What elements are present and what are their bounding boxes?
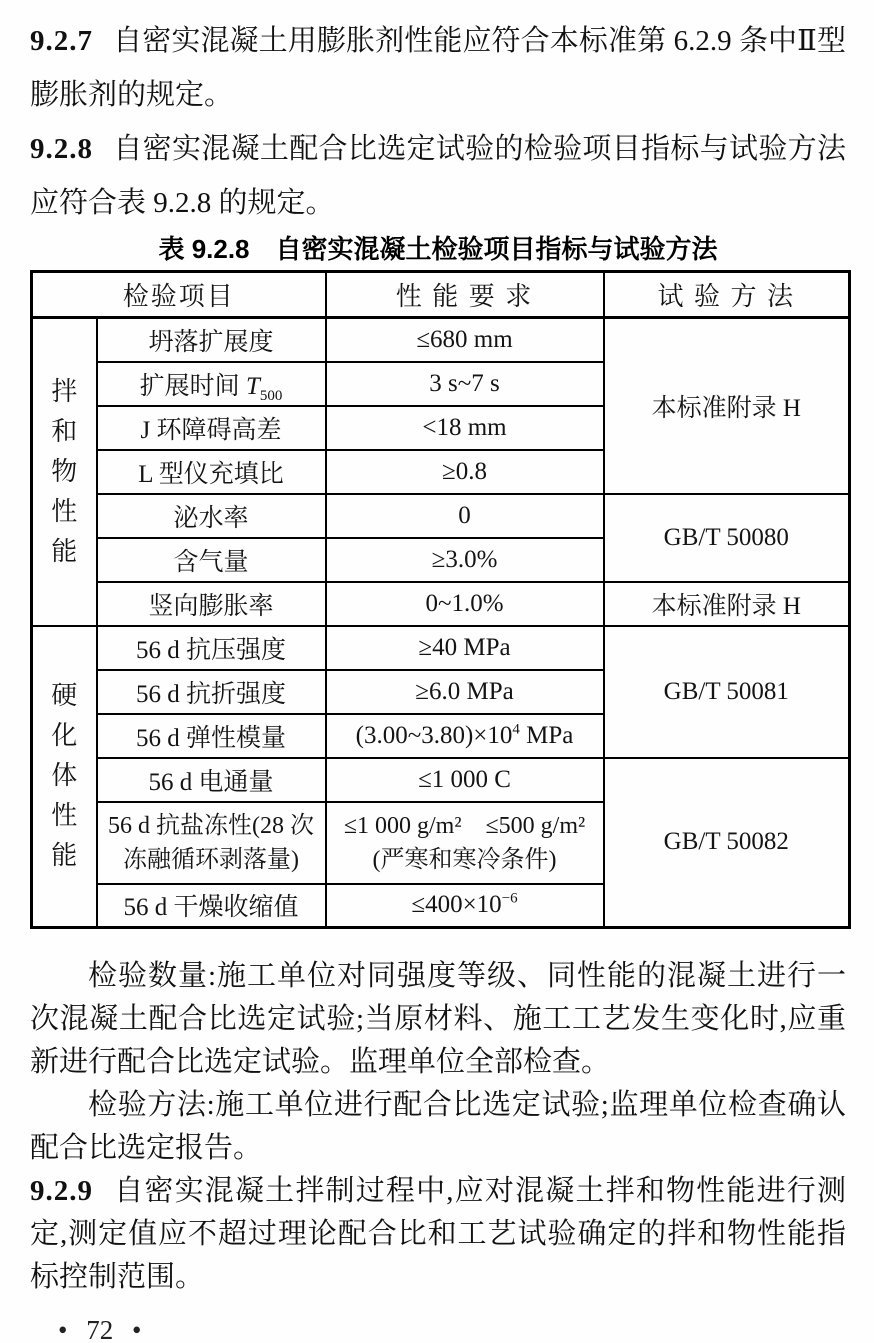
cell-item: 56 d 抗折强度	[97, 670, 326, 714]
para-inspection-method: 检验方法:施工单位进行配合比选定试验;监理单位检查确认配合比选定报告。	[30, 1089, 846, 1164]
group-label-hardened: 硬化体性能	[51, 681, 78, 871]
section-9-2-9-text: 自密实混凝土拌制过程中,应对混凝土拌和物性能进行测定,测定值应不超过理论配合比和工艺试验确定的拌和物性能指标控制范围。	[30, 1175, 846, 1293]
cell-requirement: ≤680 mm	[326, 318, 604, 362]
table-row	[32, 494, 850, 538]
table-row	[32, 758, 850, 802]
cell-item-variable: T	[245, 372, 260, 400]
cell-requirement: ≥3.0%	[326, 538, 604, 582]
cell-requirement-base: ≤400×10	[411, 891, 502, 919]
cell-requirement: 0	[326, 494, 604, 538]
cell-item: 56 d 弹性模量	[97, 714, 326, 758]
cell-requirement: 3 s~7 s	[326, 362, 604, 406]
cell-requirement	[326, 884, 604, 928]
section-9-2-9	[30, 1170, 846, 1299]
group-label-fresh-mix: 拌和物性能	[51, 376, 78, 566]
cell-requirement-superscript: −6	[501, 890, 518, 907]
cell-requirement: 0~1.0%	[326, 582, 604, 626]
cell-requirement-superscript: 4	[512, 721, 520, 738]
cell-item-text: 扩展时间	[139, 372, 246, 400]
cell-item: 56 d 抗压强度	[97, 626, 326, 670]
cell-item: J 环障碍高差	[97, 406, 326, 450]
cell-requirement: <18 mm	[326, 406, 604, 450]
cell-item	[97, 362, 326, 406]
section-9-2-8	[30, 122, 846, 230]
section-9-2-7	[30, 14, 846, 122]
cell-requirement-base: (3.00~3.80)×10	[355, 721, 513, 749]
group-cell-hardened	[32, 626, 97, 928]
cell-item: 含气量	[97, 538, 326, 582]
cell-item: 竖向膨胀率	[97, 582, 326, 626]
cell-item: 56 d 电通量	[97, 758, 326, 802]
cell-item-line1: 56 d 抗盐冻性(28 次	[108, 812, 314, 839]
cell-requirement-tail: MPa	[519, 721, 574, 749]
cell-item: 泌水率	[97, 494, 326, 538]
cell-requirement-line1: ≤1 000 g/m² ≤500 g/m²	[343, 812, 586, 839]
cell-method: GB/T 50082	[604, 758, 850, 928]
table-title: 表 9.2.8 自密实混凝土检验项目指标与试验方法	[158, 234, 718, 264]
para-inspection-quantity: 检验数量:施工单位对同强度等级、同性能的混凝土进行一次混凝土配合比选定试验;当原材料、施工工艺发生变化时,应重新进行配合比选定试验。监理单位全部检查。	[30, 960, 846, 1078]
section-9-2-7-text: 自密实混凝土用膨胀剂性能应符合本标准第 6.2.9 条中Ⅱ型膨胀剂的规定。	[30, 25, 846, 111]
group-cell-fresh-mix	[32, 318, 97, 626]
cell-item	[97, 802, 326, 884]
cell-requirement	[326, 714, 604, 758]
cell-item: 56 d 干燥收缩值	[97, 884, 326, 928]
section-9-2-8-text: 自密实混凝土配合比选定试验的检验项目指标与试验方法应符合表 9.2.8 的规定。	[30, 133, 846, 219]
page-number: • 72 •	[58, 1315, 142, 1343]
table-row	[32, 582, 850, 626]
cell-requirement: ≥40 MPa	[326, 626, 604, 670]
table-row	[32, 318, 850, 362]
section-9-2-7-number: 9.2.7	[30, 25, 93, 57]
cell-requirement	[326, 802, 604, 884]
cell-requirement: ≥0.8	[326, 450, 604, 494]
cell-method: GB/T 50081	[604, 626, 850, 758]
section-9-2-9-number: 9.2.9	[30, 1175, 93, 1207]
spec-table	[30, 270, 851, 929]
spacer	[30, 929, 846, 955]
cell-requirement: ≤1 000 C	[326, 758, 604, 802]
cell-item-subscript: 500	[259, 387, 283, 404]
cell-method: 本标准附录 H	[604, 582, 850, 626]
cell-method: 本标准附录 H	[604, 318, 850, 494]
cell-item: L 型仪充填比	[97, 450, 326, 494]
cell-item: 坍落扩展度	[97, 318, 326, 362]
cell-item-line2: 冻融循环剥落量)	[123, 846, 299, 873]
cell-requirement-line2: (严寒和寒冷条件)	[372, 846, 557, 873]
header-inspection-item: 检验项目	[32, 272, 326, 318]
table-header-row	[32, 272, 850, 318]
cell-requirement: ≥6.0 MPa	[326, 670, 604, 714]
cell-method: GB/T 50080	[604, 494, 850, 582]
table-row	[32, 626, 850, 670]
section-9-2-8-number: 9.2.8	[30, 133, 93, 165]
header-performance-requirement: 性 能 要 求	[326, 272, 604, 318]
header-test-method: 试 验 方 法	[604, 272, 850, 318]
